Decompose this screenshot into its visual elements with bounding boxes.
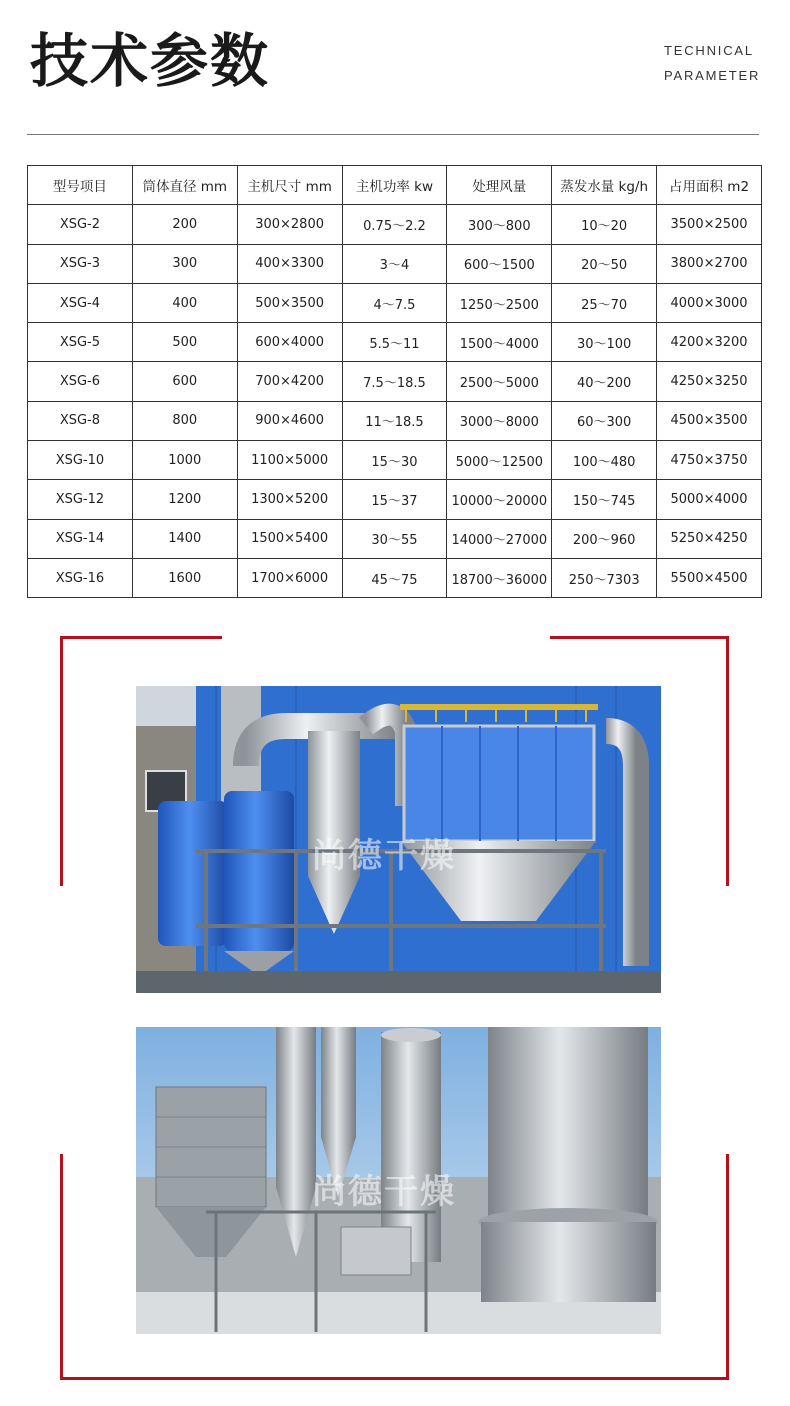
table-cell: 10～20 (552, 205, 657, 244)
table-cell: 5.5～11 (342, 323, 447, 362)
table-cell: 1250～2500 (447, 283, 552, 322)
table-cell: 4～7.5 (342, 283, 447, 322)
table-cell: 1300×5200 (237, 480, 342, 519)
table-row (28, 401, 762, 440)
table-cell: 4000×3000 (657, 283, 762, 322)
equipment-photo-1 (136, 686, 661, 993)
table-cell: 500×3500 (237, 283, 342, 322)
title-en-line-2: PARAMETER (664, 68, 761, 83)
table-cell: 200～960 (552, 519, 657, 558)
column-header: 处理风量 (447, 166, 552, 205)
table-cell: 1000 (132, 441, 237, 480)
table-row (28, 244, 762, 283)
table-header-row (28, 166, 762, 205)
table-cell: 300～800 (447, 205, 552, 244)
table-cell: XSG-10 (28, 441, 133, 480)
divider (27, 134, 759, 135)
table-cell: 600×4000 (237, 323, 342, 362)
watermark-2: 尚德干燥 (312, 1172, 456, 1212)
table-cell: 4750×3750 (657, 441, 762, 480)
table-cell: 400×3300 (237, 244, 342, 283)
column-header: 型号项目 (28, 166, 133, 205)
table-cell: 18700～36000 (447, 558, 552, 597)
table-cell: 1500～4000 (447, 323, 552, 362)
table-cell: XSG-8 (28, 401, 133, 440)
table-cell: 1600 (132, 558, 237, 597)
table-cell: XSG-4 (28, 283, 133, 322)
column-header: 占用面积 m2 (657, 166, 762, 205)
table-cell: 20～50 (552, 244, 657, 283)
table-cell: 300×2800 (237, 205, 342, 244)
table-body (28, 205, 762, 598)
table-cell: XSG-5 (28, 323, 133, 362)
table-cell: 7.5～18.5 (342, 362, 447, 401)
table-cell: 150～745 (552, 480, 657, 519)
table-cell: 15～37 (342, 480, 447, 519)
table-cell: 100～480 (552, 441, 657, 480)
table-cell: 700×4200 (237, 362, 342, 401)
table-cell: 1700×6000 (237, 558, 342, 597)
table-cell: 60～300 (552, 401, 657, 440)
table-cell: 3～4 (342, 244, 447, 283)
table-cell: 30～100 (552, 323, 657, 362)
column-header: 主机尺寸 mm (237, 166, 342, 205)
table-cell: 4500×3500 (657, 401, 762, 440)
table-cell: 1200 (132, 480, 237, 519)
table-row (28, 480, 762, 519)
table-row (28, 205, 762, 244)
table-cell: 14000～27000 (447, 519, 552, 558)
table-row (28, 441, 762, 480)
table-cell: 40～200 (552, 362, 657, 401)
table-cell: XSG-6 (28, 362, 133, 401)
frame-left-upper (60, 636, 63, 886)
table-cell: 15～30 (342, 441, 447, 480)
table-cell: 11～18.5 (342, 401, 447, 440)
table-cell: 500 (132, 323, 237, 362)
column-header: 主机功率 kw (342, 166, 447, 205)
table-cell: 10000～20000 (447, 480, 552, 519)
table-cell: 600 (132, 362, 237, 401)
watermark-1: 尚德干燥 (312, 836, 456, 876)
table-cell: 4250×3250 (657, 362, 762, 401)
frame-bottom (60, 1377, 729, 1380)
table-cell: 1500×5400 (237, 519, 342, 558)
table-cell: 5500×4500 (657, 558, 762, 597)
table-cell: XSG-14 (28, 519, 133, 558)
table-cell: XSG-12 (28, 480, 133, 519)
table-cell: 250～7303 (552, 558, 657, 597)
spec-table (27, 165, 762, 598)
table-cell: 30～55 (342, 519, 447, 558)
table-cell: 5000～12500 (447, 441, 552, 480)
table-cell: 3000～8000 (447, 401, 552, 440)
frame-top-left (60, 636, 222, 639)
table-cell: 200 (132, 205, 237, 244)
table-row (28, 323, 762, 362)
column-header: 蒸发水量 kg/h (552, 166, 657, 205)
table-cell: 25～70 (552, 283, 657, 322)
table-cell: 300 (132, 244, 237, 283)
table-cell: 900×4600 (237, 401, 342, 440)
table-cell: XSG-2 (28, 205, 133, 244)
column-header: 筒体直径 mm (132, 166, 237, 205)
page-title: 技术参数 (30, 27, 271, 95)
table-cell: 1400 (132, 519, 237, 558)
table-cell: XSG-3 (28, 244, 133, 283)
table-cell: XSG-16 (28, 558, 133, 597)
table-row (28, 558, 762, 597)
table-row (28, 519, 762, 558)
frame-right-lower (726, 1154, 729, 1380)
table-row (28, 362, 762, 401)
equipment-photo-2 (136, 1027, 661, 1334)
frame-left-lower (60, 1154, 63, 1380)
table-row (28, 283, 762, 322)
frame-top-right (550, 636, 729, 639)
table-cell: 3500×2500 (657, 205, 762, 244)
title-en-line-1: TECHNICAL (664, 43, 754, 58)
table-cell: 5250×4250 (657, 519, 762, 558)
table-cell: 45～75 (342, 558, 447, 597)
frame-right-upper (726, 636, 729, 886)
table-cell: 5000×4000 (657, 480, 762, 519)
table-cell: 4200×3200 (657, 323, 762, 362)
table-cell: 3800×2700 (657, 244, 762, 283)
table-cell: 2500～5000 (447, 362, 552, 401)
table-cell: 400 (132, 283, 237, 322)
table-cell: 1100×5000 (237, 441, 342, 480)
page-title-english (664, 38, 760, 88)
table-cell: 600～1500 (447, 244, 552, 283)
table-cell: 800 (132, 401, 237, 440)
table-cell: 0.75～2.2 (342, 205, 447, 244)
